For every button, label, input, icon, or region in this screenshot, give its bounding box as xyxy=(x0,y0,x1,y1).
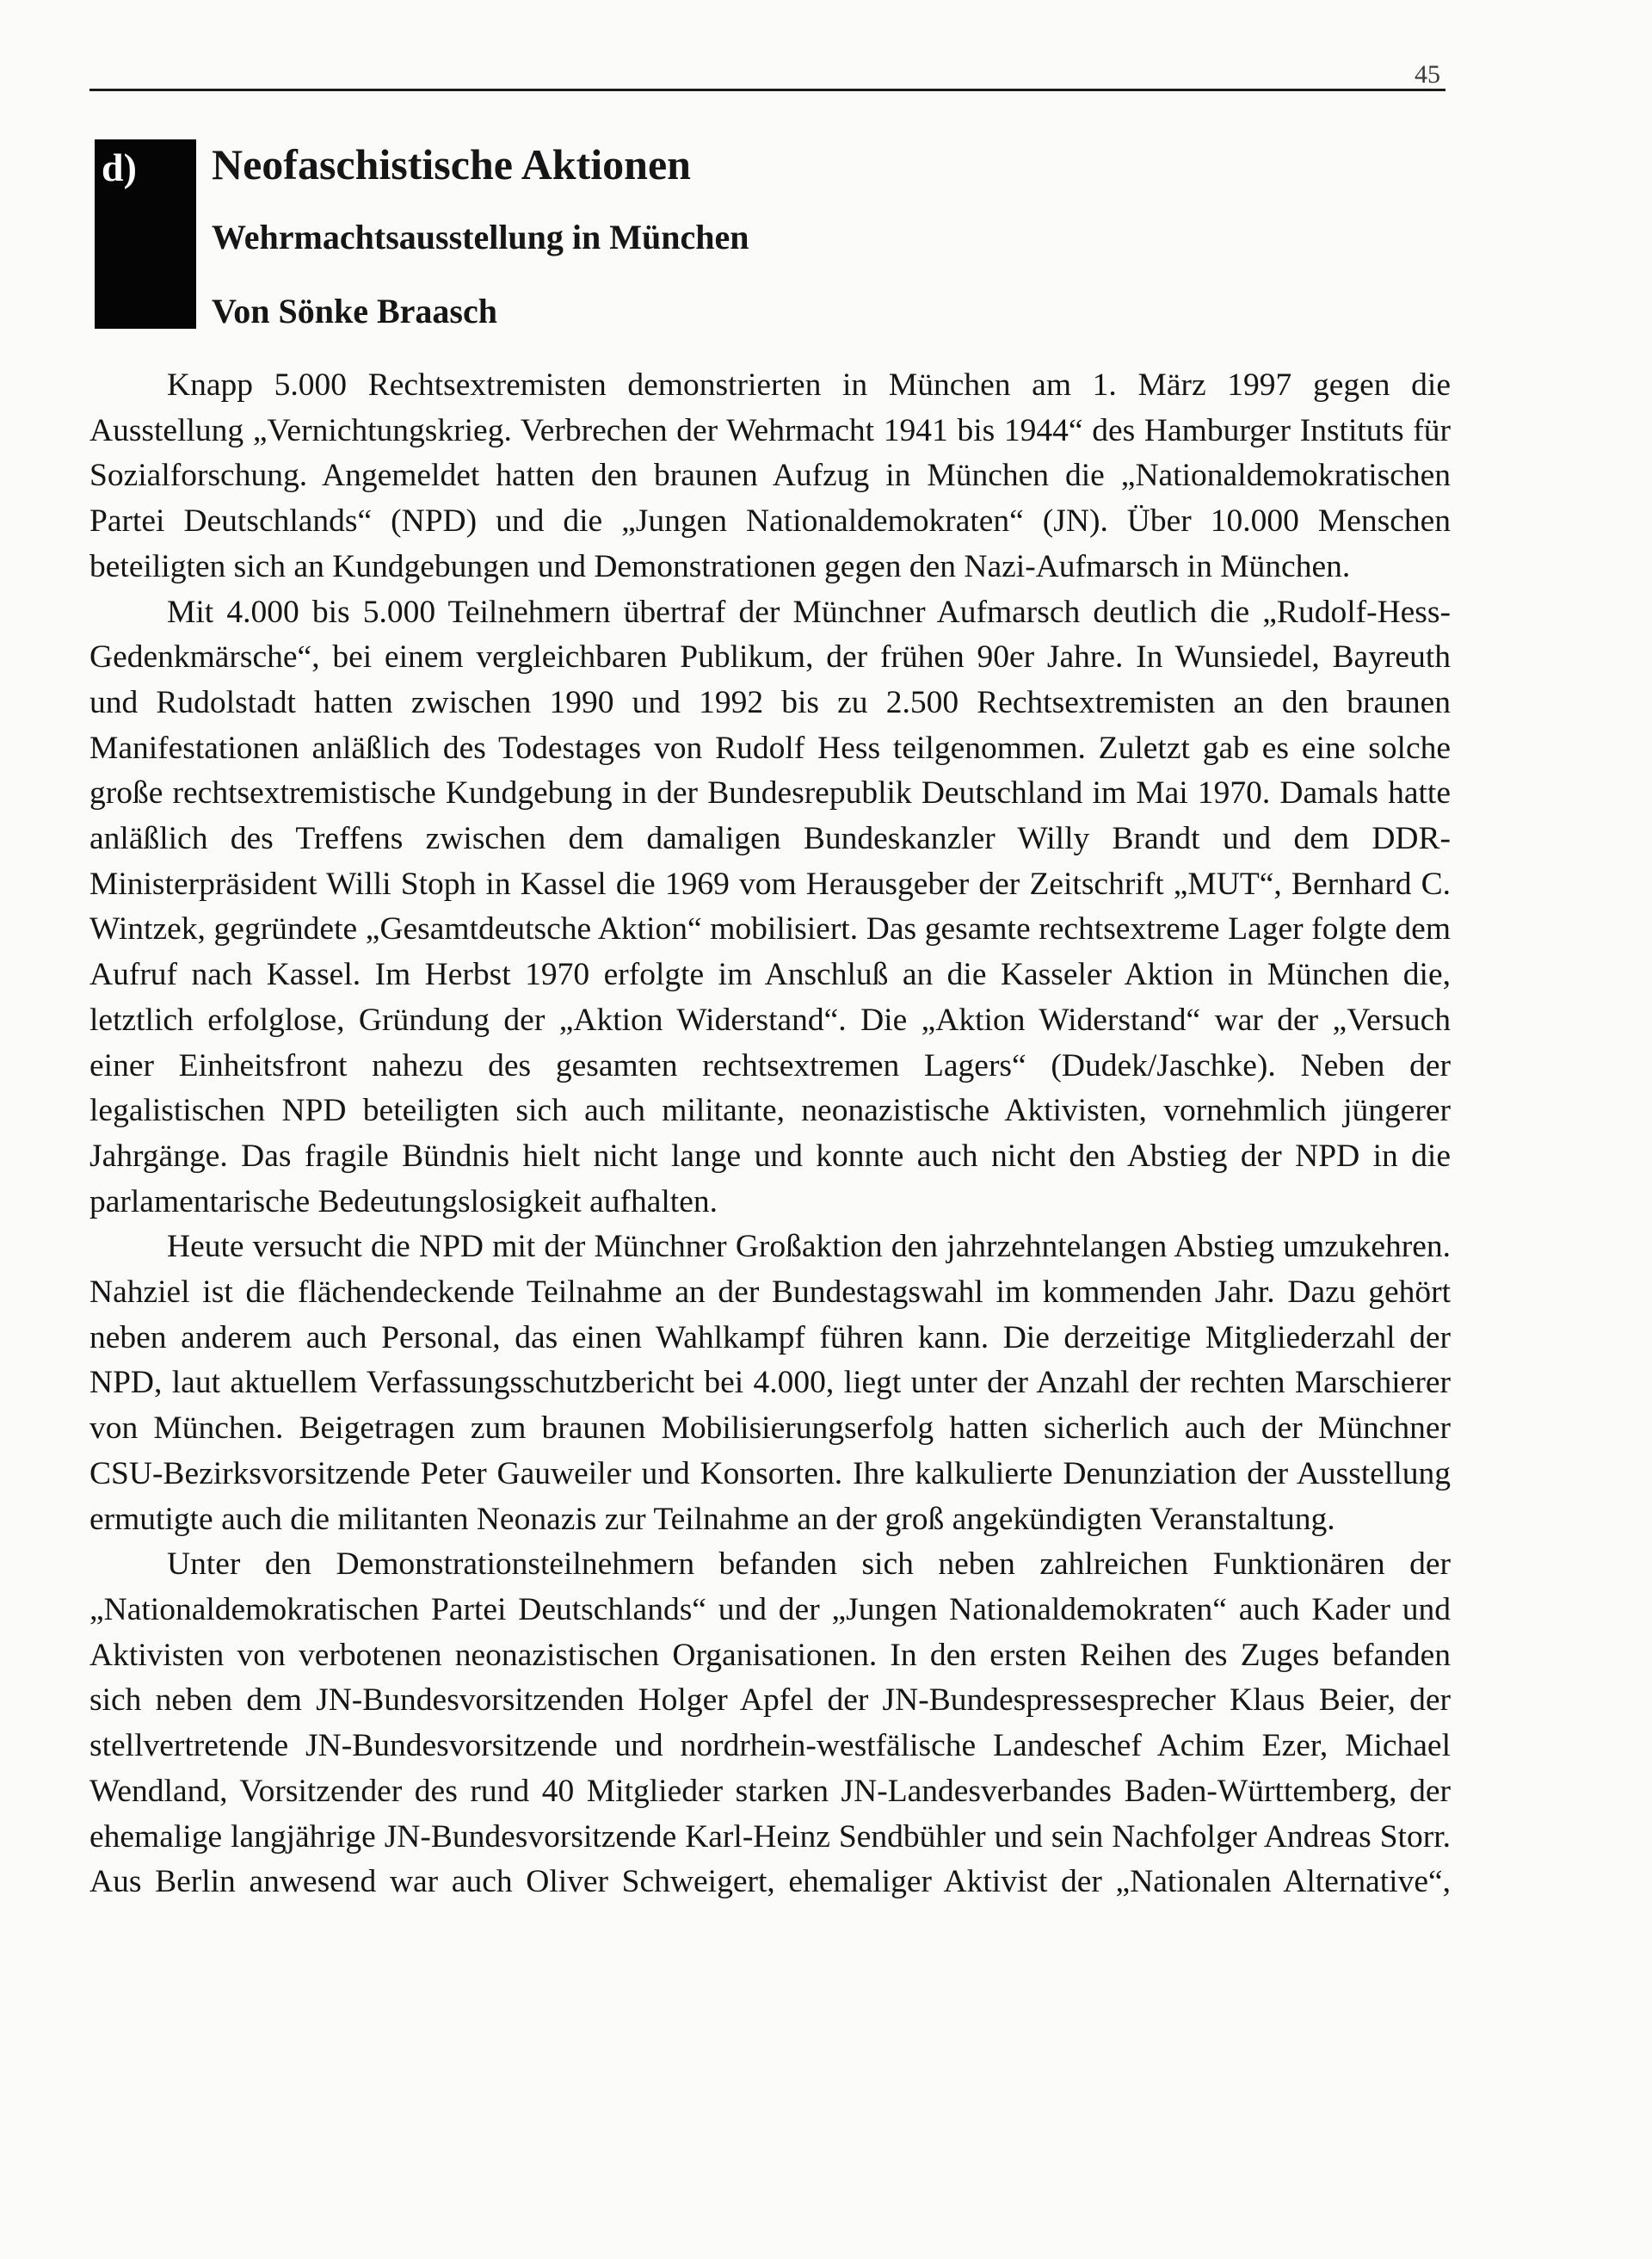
section-marker xyxy=(95,139,196,329)
article-paragraph: Unter den Demonstrationsteilnehmern befanden sich neben zahlreichen Funktionären der „Nationaldemokratischen Partei Deutschlands“ und der „Jungen Nationaldemokraten“ auch Kader und Aktivisten von verbotenen neonazistischen Organisationen. In den ersten Reihen des Zuges befanden sich neben dem JN-Bundesvorsitzenden Holger Apfel der JN-Bundespressesprecher Klaus Beier, der stellvertretende JN-Bundesvorsitzende und nordrhein-westfälische Landeschef Achim Ezer, Michael Wendland, Vorsitzender des rund 40 Mitglieder starken JN-Landesverbandes Baden-Württemberg, der ehemalige langjährige JN-Bundesvorsitzende Karl-Heinz Sendbühler und sein Nachfolger Andreas Storr. Aus Berlin anwesend war auch Oliver Schweigert, ehemaliger Aktivist der „Nationalen Alternative“, xyxy=(89,1546,1451,1900)
article-paragraph: Mit 4.000 bis 5.000 Teilnehmern übertraf der Münchner Aufmarsch deutlich die „Rudolf-Hess-Gedenkmärsche“, bei einem vergleichbaren Publikum, der frühen 90er Jahre. In Wunsiedel, Bayreuth und Rudolstadt hatten zwischen 1990 und 1992 bis zu 2.500 Rechtsextremisten an den braunen Manifestationen anläßlich des Todestages von Rudolf Hess teilgenommen. Zuletzt gab es eine solche große rechtsextremistische Kundgebung in der Bundesrepublik Deutschland im Mai 1970. Damals hatte anläßlich des Treffens zwischen dem damaligen Bundeskanzler Willy Brandt und dem DDR-Ministerpräsident Willi Stoph in Kassel die 1969 vom Herausgeber der Zeitschrift „MUT“, Bernhard C. Wintzek, gegründete „Gesamtdeutsche Aktion“ mobilisiert. Das gesamte rechtsextreme Lager folgte dem Aufruf nach Kassel. Im Herbst 1970 erfolgte im Anschluß an die Kasseler Aktion in München die, letztlich erfolglose, Gründung der „Aktion Widerstand“. Die „Aktion Widerstand“ war der „Versuch einer Einheitsfront nahezu des gesamten rechtsextremen Lagers“ (Dudek/Jaschke). Neben der legalistischen NPD beteiligten sich auch militante, neonazistische Aktivisten, vornehmlich jüngerer Jahrgänge. Das fragile Bündnis hielt nicht lange und konnte auch nicht den Abstieg der NPD in die parlamentarische Bedeutungslosigkeit aufhalten. xyxy=(89,594,1451,1219)
article-paragraph: Knapp 5.000 Rechtsextremisten demonstrierten in München am 1. März 1997 gegen die Ausstellung „Vernichtungskrieg. Verbrechen der Wehrmacht 1941 bis 1944“ des Hamburger Instituts für Sozialforschung. Angemeldet hatten den braunen Aufzug in München die „Nationaldemokratischen Partei Deutschlands“ (NPD) und die „Jungen Nationaldemokraten“ (JN). Über 10.000 Menschen beteiligten sich an Kundgebungen und Demonstrationen gegen den Nazi-Aufmarsch in München. xyxy=(89,367,1451,584)
article-paragraph: Heute versucht die NPD mit der Münchner Großaktion den jahrzehntelangen Abstieg umzukehren. Nahziel ist die flächendeckende Teilnahme an der Bundestagswahl im kommenden Jahr. Dazu gehört neben anderem auch Personal, das einen Wahlkampf führen kann. Die derzeitige Mitgliederzahl der NPD, laut aktuellem Verfassungsschutzbericht bei 4.000, liegt unter der Anzahl der rechten Marschierer von München. Beigetragen zum braunen Mobilisierungserfolg hatten sicherlich auch der Münchner CSU-Bezirksvorsitzende Peter Gauweiler und Konsorten. Ihre kalkulierte Denunziation der Ausstellung ermutigte auch die militanten Neonazis zur Teilnahme an der groß angekündigten Veranstaltung. xyxy=(89,1229,1451,1537)
section-letter: d) xyxy=(102,145,137,189)
header-rule xyxy=(89,89,1446,91)
section-title: Neofaschistische Aktionen xyxy=(212,140,691,188)
article-author: Von Sönke Braasch xyxy=(212,292,497,330)
article-title: Wehrmachtsausstellung in München xyxy=(212,218,749,256)
article-body xyxy=(89,363,1451,1905)
page-number: 45 xyxy=(1415,60,1440,89)
